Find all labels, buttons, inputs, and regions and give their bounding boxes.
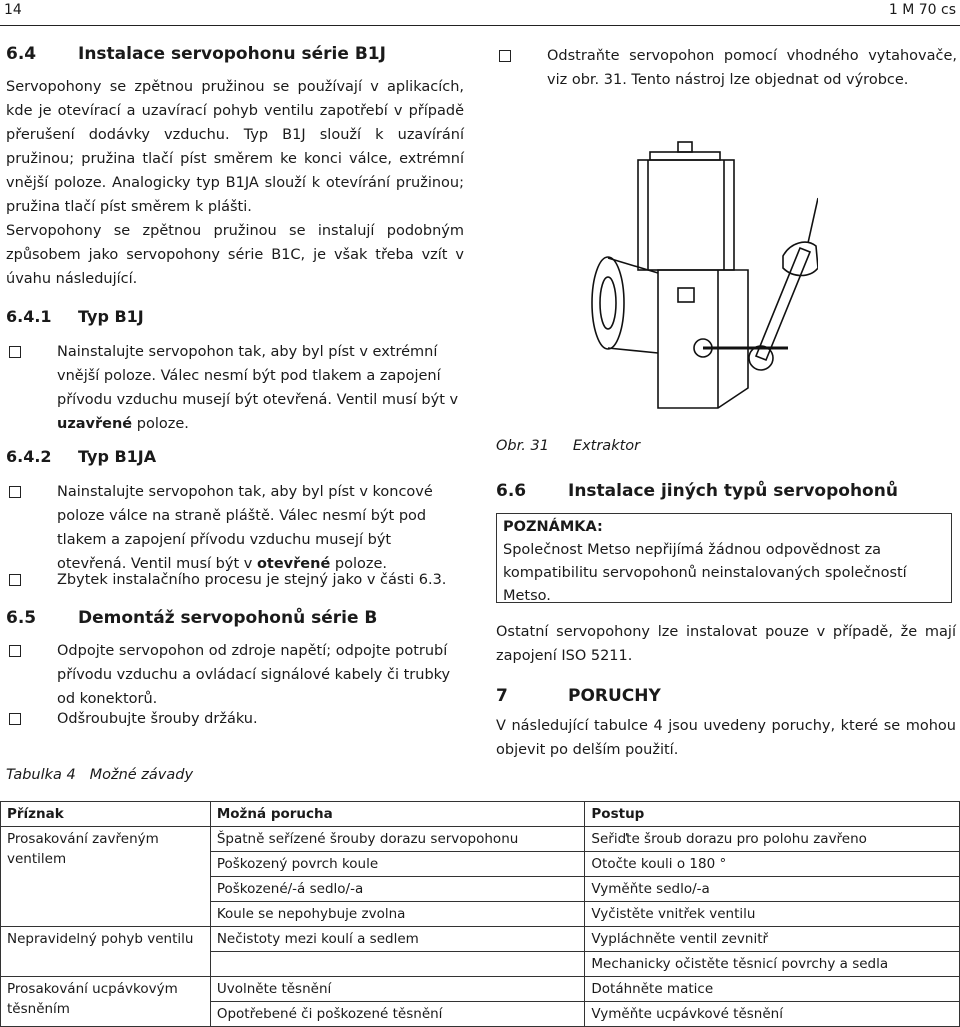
bullet-item <box>499 44 957 92</box>
section-6-5-heading <box>6 608 377 628</box>
bullet-emphasis: otevřené <box>256 556 331 572</box>
bullet-text: Odstraňte servopohon pomocí vhodného vytahovače, viz obr. 31. Tento nástroj lze objednat od výrobce. <box>547 48 957 88</box>
action-cell: Dotáhněte matice <box>585 977 960 1002</box>
fault-cell: Koule se nepohybuje zvolna <box>210 902 585 927</box>
header-rule <box>0 25 960 26</box>
checkbox-bullet-icon <box>499 50 511 62</box>
checkbox-bullet-icon <box>9 574 21 586</box>
top-screw <box>678 142 692 152</box>
section-title: Instalace jiných typů servopohonů <box>568 481 898 501</box>
bullet-text: Nainstalujte servopohon tak, aby byl píst v koncové poloze válce na straně pláště. Válec nesmí být pod tlakem a zapojení přívodu vzduchu musejí být otevřená. Ventil musí být v <box>57 484 433 572</box>
valve-flange <box>592 257 624 349</box>
action-cell: Vyměňte ucpávkové těsnění <box>585 1002 960 1027</box>
checkbox-bullet-icon <box>9 486 21 498</box>
action-cell: Vyměňte sedlo/-a <box>585 877 960 902</box>
bullet-item <box>9 639 465 711</box>
bullet-text: Nainstalujte servopohon tak, aby byl píst v extrémní vnější poloze. Válec nesmí být pod tlakem a zapojení přívodu vzduchu musejí být otevřená. Ventil musí být v <box>57 344 459 408</box>
fault-cell: Nečistoty mezi koulí a sedlem <box>210 927 585 952</box>
fault-cell: Uvolněte těsnění <box>210 977 585 1002</box>
note-text: Společnost Metso nepřijímá žádnou odpovědnost za kompatibilitu servopohonů neinstalovaných společností Metso. <box>503 542 907 604</box>
section-title: Typ B1JA <box>78 447 157 466</box>
section-number: 6.4.1 <box>6 307 52 326</box>
actuator-cylinder <box>638 160 734 270</box>
top-cap <box>650 152 720 160</box>
section-number: 6.5 <box>6 608 37 628</box>
action-cell: Seřiďte šroub dorazu pro polohu zavřeno <box>585 827 960 852</box>
table-header-row <box>1 802 960 827</box>
extractor-illustration <box>578 138 818 428</box>
figure-caption <box>496 438 640 454</box>
bullet-item <box>9 480 465 576</box>
table-caption-text: Možné závady <box>89 767 194 783</box>
symptom-cell: Prosakování zavřeným ventilem <box>1 827 211 927</box>
section-title: Instalace servopohonu série B1J <box>78 44 386 64</box>
section-title: Typ B1J <box>78 307 144 326</box>
fault-cell: Opotřebené či poškozené těsnění <box>210 1002 585 1027</box>
note-title: POZNÁMKA: <box>503 519 603 535</box>
column-header: Možná porucha <box>210 802 585 827</box>
symptom-cell: Prosakování ucpávkovým těsněním <box>1 977 211 1027</box>
note-box <box>496 513 952 603</box>
section-number: 7 <box>496 686 508 706</box>
section-number: 6.6 <box>496 481 527 501</box>
document-code: 1 M 70 cs <box>888 2 956 18</box>
bullet-text: Odšroubujte šrouby držáku. <box>57 711 258 727</box>
section-6-4-heading <box>6 44 386 64</box>
bullet-text: poloze. <box>330 556 388 572</box>
section-7-heading <box>496 686 661 706</box>
action-cell: Vypláchněte ventil zevnitř <box>585 927 960 952</box>
section-title: Demontáž servopohonů série B <box>78 608 378 628</box>
bullet-text: Zbytek instalačního procesu je stejný jako v části 6.3. <box>57 572 447 588</box>
fault-cell: Poškozené/-á sedlo/-a <box>210 877 585 902</box>
figure-caption-text: Extraktor <box>572 438 641 454</box>
figure-label: Obr. 31 <box>496 438 549 454</box>
section-6-6-paragraph: Ostatní servopohony lze instalovat pouze v případě, že mají zapojení ISO 5211. <box>496 624 956 664</box>
section-title: PORUCHY <box>568 686 661 706</box>
bullet-text: poloze. <box>132 416 189 432</box>
checkbox-bullet-icon <box>9 346 21 358</box>
bullet-item <box>9 340 465 436</box>
section-6-4-2-heading <box>6 447 156 466</box>
section-number: 6.4.2 <box>6 447 52 466</box>
table-caption-label: Tabulka 4 <box>6 767 76 783</box>
section-6-4-paragraph-1: Servopohony se zpětnou pružinou se používají v aplikacích, kde je otevírací a uzavírací pohyb ventilu zapotřebí v případě přerušení dodávky vzduchu. Typ B1J slouží k uzavírání pružinou; pružina tlačí píst směrem ke konci válce, extrémní vnější poloze. Analogicky typ B1JA slouží k otevírání pružinou; pružina tlačí píst směrem k plášti. <box>6 79 464 215</box>
table-row <box>1 977 960 1002</box>
column-header: Postup <box>585 802 960 827</box>
section-6-6-heading <box>496 481 898 501</box>
action-cell: Vyčistěte vnitřek ventilu <box>585 902 960 927</box>
column-header: Příznak <box>1 802 211 827</box>
section-6-4-1-heading <box>6 307 144 326</box>
faults-table <box>0 801 960 1027</box>
table-row <box>1 827 960 852</box>
section-6-4-paragraph-2: Servopohony se zpětnou pružinou se instalují podobným způsobem jako servopohony série B1C, je však třeba vzít v úvahu následující. <box>6 223 464 287</box>
hand <box>783 242 818 275</box>
section-7-paragraph: V následující tabulce 4 jsou uvedeny poruchy, které se mohou objevit po delším použití. <box>496 718 956 758</box>
fault-cell: Špatně seřízené šrouby dorazu servopohonu <box>210 827 585 852</box>
section-number: 6.4 <box>6 44 37 64</box>
fault-cell <box>210 952 585 977</box>
action-cell: Otočte kouli o 180 ° <box>585 852 960 877</box>
action-cell: Mechanicky očistěte těsnicí povrchy a sedla <box>585 952 960 977</box>
table-row <box>1 927 960 952</box>
table-caption <box>6 767 193 783</box>
checkbox-bullet-icon <box>9 713 21 725</box>
bullet-text: Odpojte servopohon od zdroje napětí; odpojte potrubí přívodu vzduchu a ovládací signálové kabely či trubky od konektorů. <box>57 643 451 707</box>
bullet-emphasis: uzavřené <box>57 416 133 432</box>
checkbox-bullet-icon <box>9 645 21 657</box>
symptom-cell: Nepravidelný pohyb ventilu <box>1 927 211 977</box>
fault-cell: Poškozený povrch koule <box>210 852 585 877</box>
bullet-item <box>9 707 465 731</box>
bullet-item <box>9 568 465 592</box>
page-number: 14 <box>4 2 22 18</box>
